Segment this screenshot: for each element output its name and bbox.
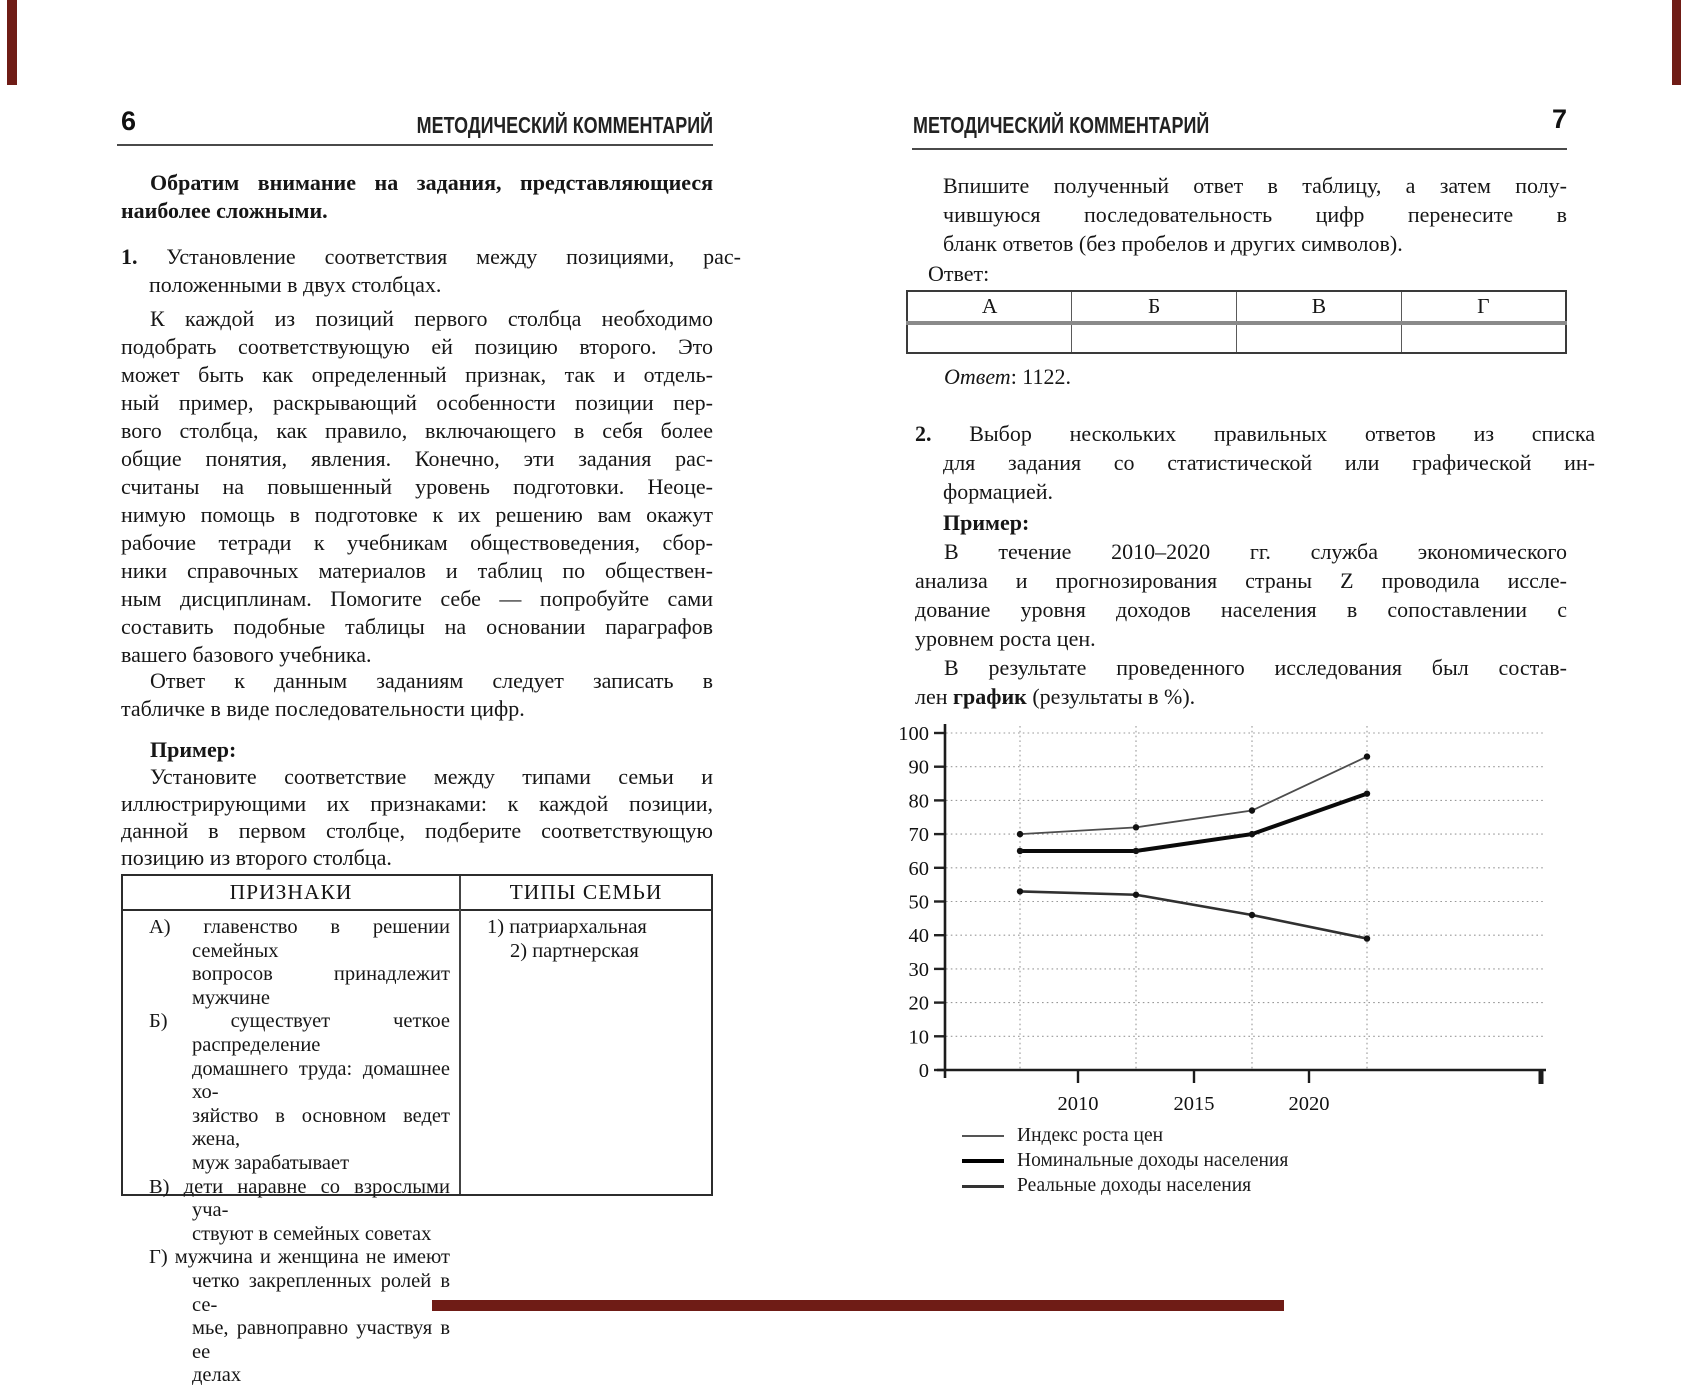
table-header-family-types: ТИПЫ СЕМЬИ [461,876,711,911]
text-line: 1) патриархальная [487,916,647,938]
paragraph-write-answer [943,171,1567,258]
example-label-left: Пример: [150,737,237,762]
running-header-right: МЕТОДИЧЕСКИЙ КОММЕНТАРИЙ [913,112,1210,138]
scan-artifact-top-right [1672,0,1681,85]
text-line: А) главенство в решении семейных [149,916,450,962]
answer-table-empty-row [907,323,1566,353]
text-line: иллюстрирующими их признаками: к каждой позиции, [121,791,713,816]
text-line: данной в первом столбце, подберите соответствующую [121,818,713,843]
answer-cell-v [1237,323,1402,353]
answer-table-label: Ответ: [928,261,990,286]
running-header-left: МЕТОДИЧЕСКИЙ КОММЕНТАРИЙ [416,112,713,138]
text-line: чившуюся последовательность цифр перенесите в [943,202,1567,227]
text-line: уровнем роста цен. [915,626,1096,651]
text-line: мье, равноправно участвуя в ее [192,1317,450,1363]
text-line: вого столбца, как правило, включающего в себя более [121,418,713,443]
svg-text:90: 90 [908,756,929,779]
svg-text:40: 40 [908,925,929,948]
svg-text:2020: 2020 [1288,1093,1330,1115]
answer-key-line [944,364,1071,390]
svg-text:2015: 2015 [1173,1093,1215,1115]
matching-table [121,874,713,1387]
svg-text:2010: 2010 [1057,1093,1099,1115]
text-line: ники справочных материалов и таблиц по обществен- [121,558,713,583]
text-line: К каждой из позиций первого столбца необходимо [150,306,713,331]
text-line: Обратим внимание на задания, представляющиеся [150,170,713,195]
family-type-items [474,916,702,963]
text-line: анализа и прогнозирования страны Z проводила иссле- [915,568,1567,593]
thick-line-icon [962,1159,1004,1163]
text-line: подобрать соответствующую ей позицию второго. Это [121,334,713,359]
svg-text:20: 20 [908,992,929,1015]
text-line: вопросов принадлежит мужчине [192,963,450,1009]
header-rule-right [912,148,1567,150]
scan-artifact-top-left [7,0,17,85]
text-line: ный пример, раскрывающий особенности позиции пер- [121,390,713,415]
text-line: наиболее сложными. [121,198,328,223]
text-line: В результате проведенного исследования был состав- [944,655,1567,680]
text-line: Б) существует четкое распределение [149,1010,450,1056]
answer-header-b: Б [1072,291,1237,323]
text-line: общие понятия, явления. Конечно, эти задания рас- [121,446,713,471]
example-label-right: Пример: [943,510,1030,535]
text-line: домашнего труда: домашнее хо- [192,1057,450,1104]
svg-text:10: 10 [908,1026,929,1049]
answer-table-header-row [907,291,1566,323]
header-rule-left [117,144,713,146]
numbered-item-1-rest [149,271,741,299]
text-line: формацией. [943,479,1054,504]
answer-header-g: Г [1401,291,1566,323]
answer-cell-a [907,323,1072,353]
feature-item-v [136,1176,450,1247]
thin-line-icon [962,1135,1004,1137]
svg-text:30: 30 [908,958,929,981]
svg-text:100: 100 [898,723,929,745]
numbered-item-2-rest [943,448,1595,506]
answer-cell-g [1401,323,1566,353]
text-line: считаны на повышенный уровень подготовки. Неоце- [121,474,713,499]
paragraph-example-task [121,763,713,871]
income-prices-line-chart [880,712,1580,1120]
text-line: может быть как определенный признак, так и отдель- [121,362,713,387]
text-line: положенными в двух столбцах. [149,272,442,297]
paragraph-study-description [915,537,1567,653]
text-line: Впишите полученный ответ в таблицу, а затем полу- [943,173,1567,198]
legend-label: Номинальные доходы населения [1017,1150,1289,1171]
text-line: ствуют в семейных советах [192,1222,432,1245]
answer-header-v: В [1237,291,1402,323]
text-line: нимую помощь в подготовке к их решению вам окажут [121,502,713,527]
intro-bold-paragraph [121,169,713,225]
legend-item-real-income [962,1174,1251,1198]
text-line: бланк ответов (без пробелов и других символов). [943,231,1403,256]
answer-header-a: А [907,291,1072,323]
text-line: 2) партнерская [510,939,639,962]
text-line: Установите соответствие между типами семьи и [150,764,713,789]
features-cell [136,916,450,1388]
svg-text:0: 0 [918,1060,929,1082]
legend-label: Индекс роста цен [1017,1125,1164,1146]
scan-artifact-bottom [432,1300,1284,1311]
text-line: муж зарабатывает [192,1151,350,1174]
text-line: позицию из второго столбца. [121,845,392,870]
text-line: четко закрепленных ролей в се- [192,1269,450,1316]
text-line: лен график (результаты в %). [915,684,1196,709]
page-number-right: 7 [1551,104,1567,134]
text-line: делах [192,1364,242,1387]
text-line: Г) мужчина и женщина не имеют [149,1246,450,1269]
numbered-item-1 [121,243,741,299]
text-line: табличке в виде последовательности цифр. [121,696,525,721]
paragraph-matching-explanation [121,305,713,669]
svg-text:70: 70 [908,824,929,847]
paragraph-graph-intro [915,653,1567,711]
text-line: для задания со статистической или графической ин- [943,450,1595,475]
svg-text:60: 60 [908,857,929,880]
text-line: дование уровня доходов населения в сопоставлении с [915,597,1567,622]
legend-item-nominal-income [962,1149,1288,1173]
page-number-left: 6 [121,106,137,136]
feature-item-b [136,1010,450,1175]
text-line: рабочие тетради к учебникам обществоведения, сбор- [121,530,713,555]
legend-item-price-index [962,1124,1163,1148]
text-line: 1. Установление соответствия между позициями, рас- [121,244,741,269]
table-column-divider [459,876,461,1194]
family-types-cell [474,916,702,963]
text-line: Ответ к данным заданиям следует записать в [150,668,713,693]
text-line: 2. Выбор нескольких правильных ответов из списка [915,421,1595,446]
answer-value: : 1122. [1010,364,1071,389]
answer-cell-b [1072,323,1237,353]
legend-label: Реальные доходы населения [1017,1175,1252,1196]
feature-item-g [136,1246,450,1388]
text-line: вашего базового учебника. [121,642,372,667]
text-line: зяйство в основном ведет жена, [192,1104,450,1151]
answer-table [906,290,1567,354]
text-line: ным дисциплинам. Помогите себе — попробуйте сами [121,586,713,611]
table-header-features: ПРИЗНАКИ [123,876,459,911]
text-line: В) дети наравне со взрослыми уча- [149,1175,450,1222]
numbered-item-2 [915,419,1595,506]
paragraph-answer-format [121,667,713,723]
text-line: В течение 2010–2020 гг. служба экономического [944,539,1567,564]
text-line: составить подобные таблицы на основании параграфов [121,614,713,639]
answer-word: Ответ [944,364,1011,389]
svg-text:50: 50 [908,891,929,914]
feature-item-a [136,916,450,1010]
medium-line-icon [962,1185,1004,1188]
svg-text:80: 80 [908,790,929,813]
